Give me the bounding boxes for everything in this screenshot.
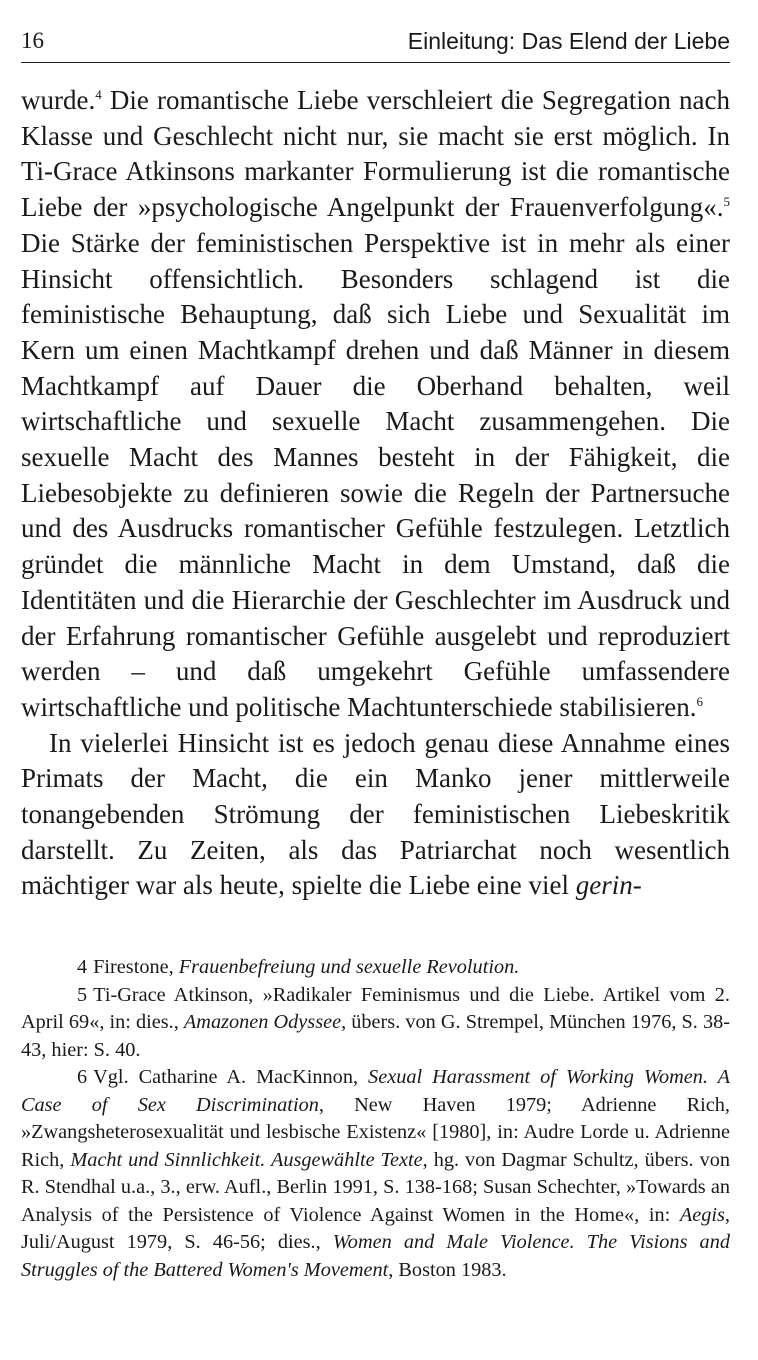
footnote-title: Sexual Harassment of Working Women. A Case of Sex Discrimination bbox=[21, 1066, 730, 1116]
footnote-text: , hg. von Dagmar Schultz, übers. von R. Stendhal u.a., 3., erw. Aufl., Berlin 1991, S. 138-168; Susan Schechter, »Towards an Analysis of the Persistence of Violence Against Women in the Home«, in: bbox=[21, 1148, 730, 1226]
paragraph-1 bbox=[21, 83, 730, 726]
footnote-number: 6 bbox=[77, 1066, 88, 1088]
running-head: Einleitung: Das Elend der Liebe bbox=[407, 28, 730, 54]
footnote-ref-6: 6 bbox=[696, 693, 704, 709]
footnotes bbox=[21, 954, 730, 1284]
footnote-text: , übers. von G. Strempel, München 1976, S. 38-43, hier: S. 40. bbox=[21, 1011, 730, 1061]
paragraph-1-text-b: Die romantische Liebe verschleiert die Segregation nach Klasse und Geschlecht nicht nur, sie macht sie erst möglich. In Ti-Grace Atkinsons markanter Formulierung ist die romantische Liebe der »psychologische Angelpunkt der Frauenverfolgung«. bbox=[21, 85, 730, 223]
footnote-text: Vgl. Catharine A. MacKinnon, bbox=[93, 1066, 369, 1088]
footnote-title: Aegis bbox=[679, 1203, 725, 1226]
footnote-text: , Juli/August 1979, S. 46-56; dies., bbox=[21, 1203, 730, 1253]
footnote-number: 4 bbox=[77, 956, 88, 978]
page-header bbox=[21, 28, 730, 63]
footnote-title: Women and Male Violence. The Visions and Struggles of the Battered Women's Movement bbox=[21, 1231, 730, 1281]
paragraph-2 bbox=[21, 726, 730, 905]
footnote-title: Frauenbefreiung und sexuelle Revolution. bbox=[178, 956, 520, 978]
footnote-text: , New Haven 1979; Adrienne Rich, »Zwangsheterosexualität und lesbische Existenz« [1980], in: Audre Lorde u. Adrienne Rich, bbox=[21, 1093, 730, 1171]
footnote-text: , Boston 1983. bbox=[388, 1258, 507, 1281]
footnote-title: Amazonen Odyssee bbox=[183, 1011, 342, 1033]
footnote-ref-5: 5 bbox=[723, 194, 730, 210]
paragraph-2-text: In vielerlei Hinsicht ist es jedoch genau diese Annahme eines Primats der Macht, die ein Manko jener mittlerweile tonangebenden Strömung der feministischen Liebeskritik darstellt. Zu Zeiten, als das Patriarchat noch wesentlich mächtiger war als heute, spielte die Liebe eine viel bbox=[21, 727, 730, 901]
footnote-4 bbox=[21, 954, 730, 982]
footnote-text: Ti-Grace Atkinson, »Radikaler Feminismus und die Liebe. Artikel vom 2. April 69«, in: dies., bbox=[21, 983, 730, 1033]
footnote-title: Macht und Sinnlichkeit. Ausgewählte Texte bbox=[70, 1148, 423, 1171]
footnote-ref-4: 4 bbox=[95, 87, 102, 102]
paragraph-1-text-c: Die Stärke der feministischen Perspektive ist in mehr als einer Hinsicht offensichtlich. Besonders schlagend ist die feministische Behauptung, daß sich Liebe und Sexualität im Kern um einen Machtkampf drehen und daß Männer in diesem Machtkampf auf Dauer die Oberhand behalten, weil wirtschaftliche und sexuelle Macht zusammengehen. Die sexuelle Macht des Mannes besteht in der Fähigkeit, die Liebesobjekte zu definieren sowie die Regeln der Partnersuche und des Ausdrucks romantischer Gefühle festzulegen. Letztlich gründet die männliche Macht in dem Umstand, daß die Identitäten und die Hierarchie der Geschlechter im Ausdruck und der Erfahrung romantischer Gefühle ausgelebt und reproduziert werden – und daß umgekehrt Gefühle umfassendere wirtschaftliche und politische Machtunterschiede stabilisieren. bbox=[21, 227, 730, 722]
footnote-6 bbox=[21, 1064, 730, 1284]
footnote-text: Firestone, bbox=[93, 956, 179, 978]
paragraph-1-text-a: wurde. bbox=[21, 85, 96, 115]
page-number: 16 bbox=[21, 28, 44, 53]
paragraph-2-italic: gerin- bbox=[575, 870, 642, 901]
footnote-number: 5 bbox=[77, 983, 88, 1006]
footnote-5 bbox=[21, 982, 730, 1065]
main-text bbox=[21, 83, 730, 904]
